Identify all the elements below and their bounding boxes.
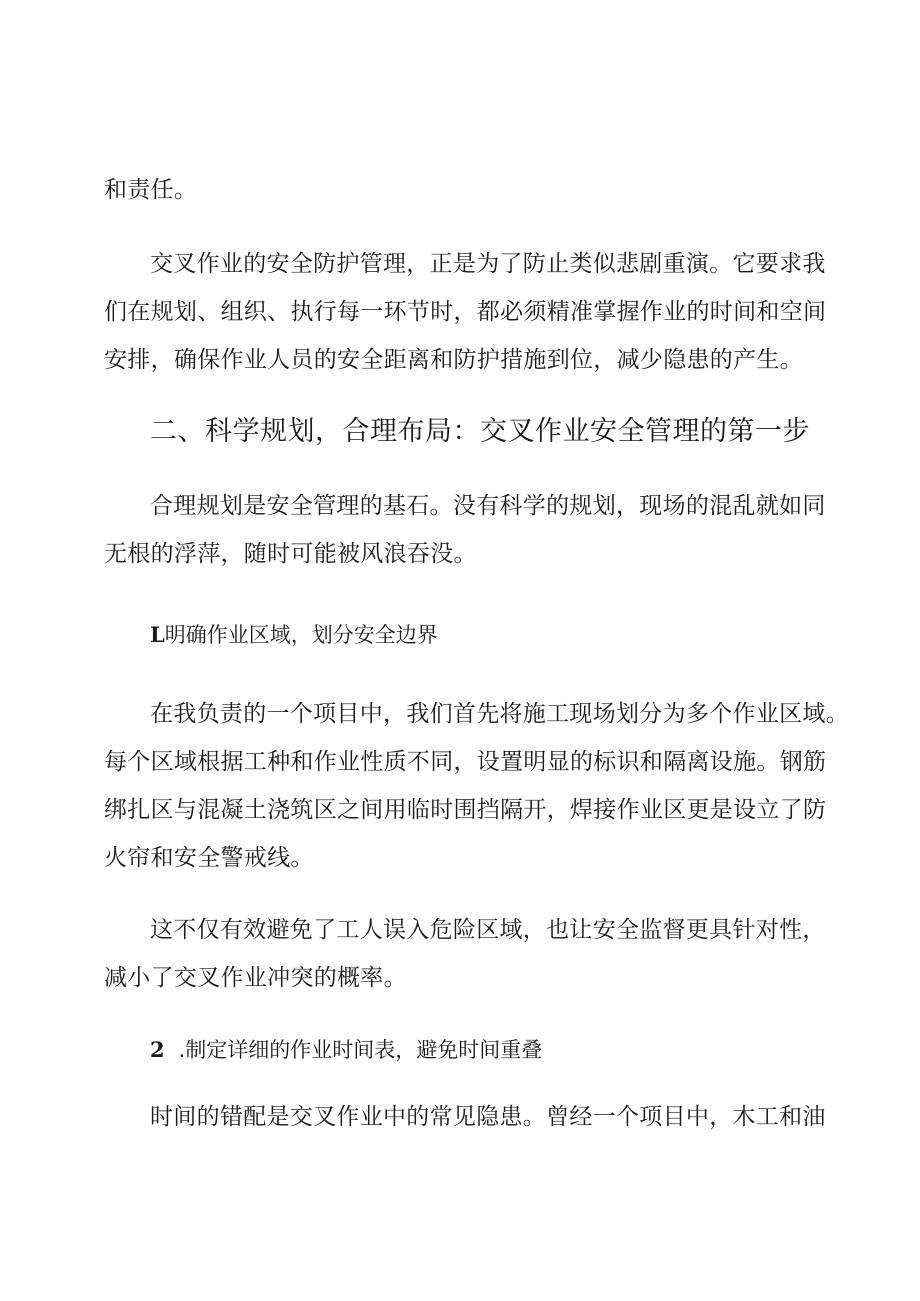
text-line: 们在规划、组织、执行每一环节时，都必须精准掌握作业的时间和空间 xyxy=(104,299,827,325)
paragraph-cross-operation-protection xyxy=(104,240,827,384)
text-line: 每个区域根据工种和作业性质不同，设置明显的标识和隔离设施。钢筋 xyxy=(104,749,827,775)
text-line: 交叉作业的安全防护管理，正是为了防止类似悲剧重演。它要求我 xyxy=(150,251,826,277)
subsection-title: .制定详细的作业时间表，避免时间重叠 xyxy=(178,1038,543,1062)
paragraph-zone-division xyxy=(104,690,849,882)
text-line: 时间的错配是交叉作业中的常见隐患。曾经一个项目中，木工和油 xyxy=(150,1104,826,1130)
text-line: 和责任。 xyxy=(104,177,198,203)
text-line: 合理规划是安全管理的基石。没有科学的规划，现场的混乱就如同 xyxy=(150,493,826,519)
text-line: 在我负责的一个项目中，我们首先将施工现场划分为多个作业区域。 xyxy=(150,701,849,727)
subsection-title: 明确作业区域，划分安全边界 xyxy=(164,623,438,647)
section-heading: 二、科学规划，合理布局：交叉作业安全管理的第一步 xyxy=(150,416,810,447)
subsection-number: L xyxy=(150,622,165,647)
text-line: 无根的浮萍，随时可能被风浪吞没。 xyxy=(104,541,477,567)
subsection-heading-1 xyxy=(150,615,438,655)
subsection-heading-2 xyxy=(150,1030,542,1070)
text-line: 绑扎区与混凝土浇筑区之间用临时围挡隔开，焊接作业区更是设立了防 xyxy=(104,797,827,823)
text-line: 火帘和安全警戒线。 xyxy=(104,845,314,871)
paragraph-time-mismatch xyxy=(104,1093,824,1141)
subsection-number: 2 xyxy=(150,1037,165,1062)
paragraph-planning-foundation xyxy=(104,482,824,578)
paragraph-zone-benefits xyxy=(104,906,824,1002)
text-line: 安排，确保作业人员的安全距离和防护措施到位，减少隐患的产生。 xyxy=(104,347,803,373)
text-line: 减小了交叉作业冲突的概率。 xyxy=(104,965,407,991)
paragraph-continuation xyxy=(104,166,824,214)
text-line: 这不仅有效避免了工人误入危险区域，也让安全监督更具针对性， xyxy=(150,917,826,943)
